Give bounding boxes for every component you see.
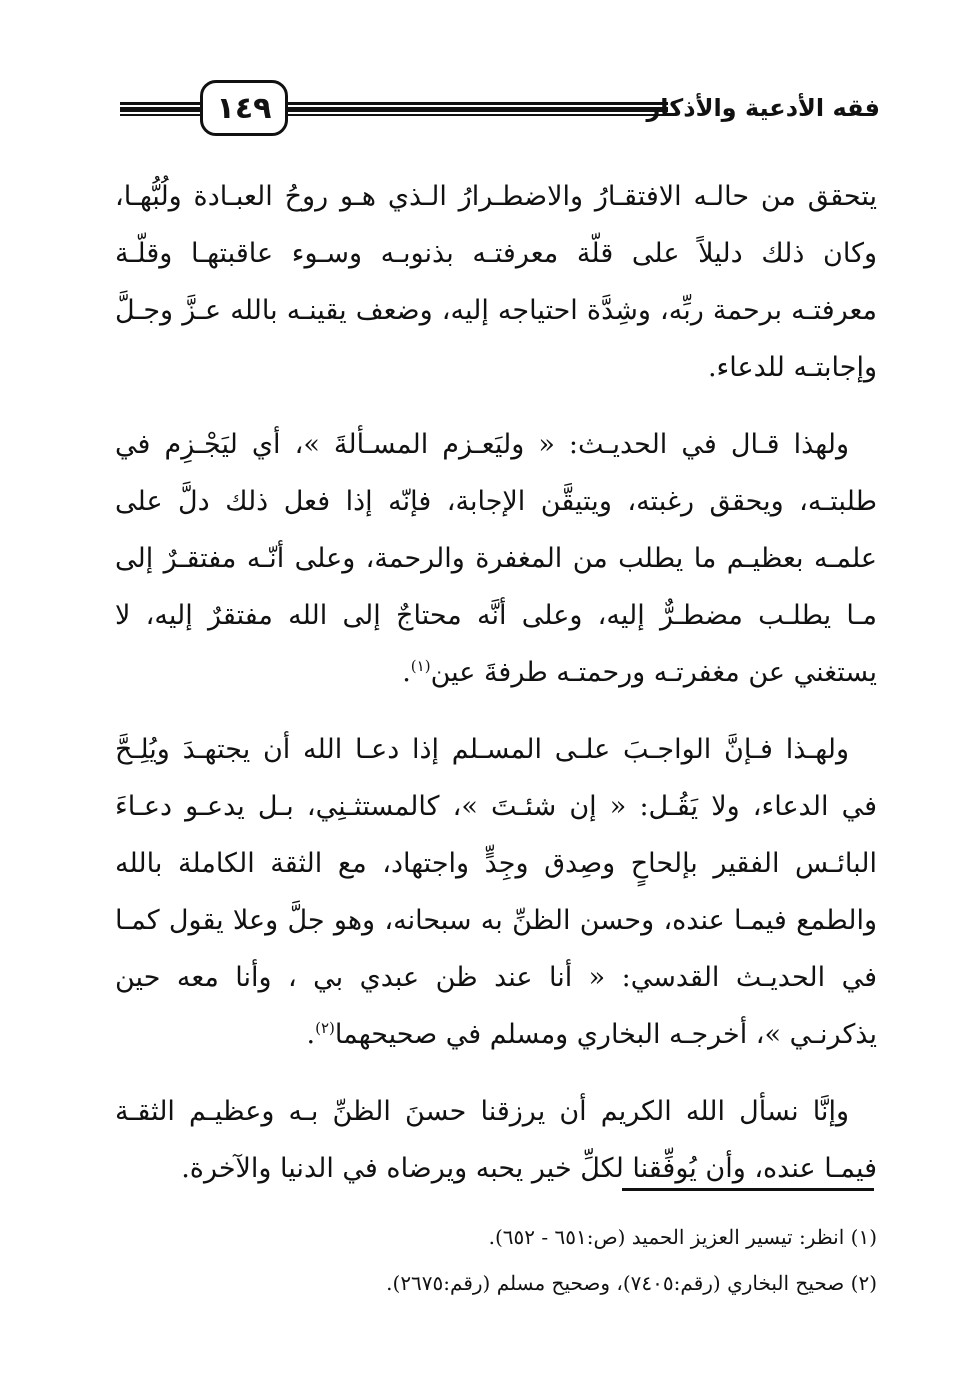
paragraph [115, 1083, 877, 1197]
header-rule-right [288, 102, 668, 116]
footnote-ref: (١) [410, 657, 431, 675]
header-rule-left [120, 102, 200, 116]
body-text [115, 168, 877, 1217]
paragraph [115, 168, 877, 396]
footnotes [115, 1214, 877, 1306]
footnote-separator [622, 1188, 874, 1191]
paragraph-text: وإنَّا نسأل الله الكريم أن يرزقنا حسنَ الظنِّ بـه وعظيـم الثقـة فيمـا عنده، وأن يُوفِّقنا لكلِّ خير يحبه ويرضاه في الدنيا والآخرة. [115, 1096, 877, 1184]
page-header [120, 80, 880, 140]
paragraph [115, 416, 877, 701]
page-number: ١٤٩ [200, 80, 288, 136]
footnote-1: (١) انظر: تيسير العزيز الحميد (ص:٦٥١ - ٦٥٢). [488, 1225, 877, 1249]
paragraph-end: . [306, 1019, 316, 1050]
paragraph-end: . [402, 657, 411, 688]
paragraph-text: ولهـذا فـإنَّ الواجـبَ علـى المسـلم إذا دعـا الله أن يجتهـدَ ويُلِـحَّ في الدعاء، ولا يَقُـل: « إن شئـتَ »، كالمستثـنِي، بـل يدعـو دعـاءَ البائـس الفقير بإلحاحٍ وصِدق وجِدٍّ واجتهاد، مع الثقة الكاملة بالله والطمع فيمـا عنده، وحسن الظنِّ به سبحانه، وهو جلَّ وعلا يقول كمـا في الحديـث القدسي: « أنا عند ظن عبدي بي ، وأنا معه حين يذكرنـي »، أخرجـه البخاري ومسلم في صحيحهما [115, 734, 877, 1050]
book-title: فقه الأدعية والأذكار [646, 94, 880, 122]
paragraph-text: ولهذا قـال في الحديـث: « وليَعـزم المسـألةَ »، أي ليَجْـزِم في طلبتـه، ويحقق رغبته، ويتيقَّن الإجابة، فإنّه إذا فعل ذلك دلَّ على علمـه بعظيـم ما يطلب من المغفرة والرحمة، وعلى أنّـه مفتقـرٌ إلى مـا يطلـب مضطـرٌّ إليه، وعلى أنَّه محتاجٌ إلى الله مفتقرٌ إليه، لا يستغني عن مغفرتـه ورحمتـه طرفةَ عين [115, 429, 877, 688]
paragraph [115, 721, 877, 1063]
footnote-ref: (٢) [315, 1019, 335, 1037]
paragraph-text: يتحقق من حالـه الافتقـارُ والاضطـرارُ الـذي هـو روحُ العبـادة ولُبُّهـا، وكان ذلك دليلاً على قلّة معرفتـه بذنوبـه وسـوء عاقبتهـا وقلّـة معرفتـه برحمة ربِّه، وشِدَّة احتياجه إليه، وضعف يقينـه بالله عـزَّ وجـلَّ وإجابتـه للدعاء. [115, 181, 877, 383]
footnote-2: (٢) صحيح البخاري (رقم:٧٤٠٥)، وصحيح مسلم (رقم:٢٦٧٥). [386, 1271, 877, 1295]
